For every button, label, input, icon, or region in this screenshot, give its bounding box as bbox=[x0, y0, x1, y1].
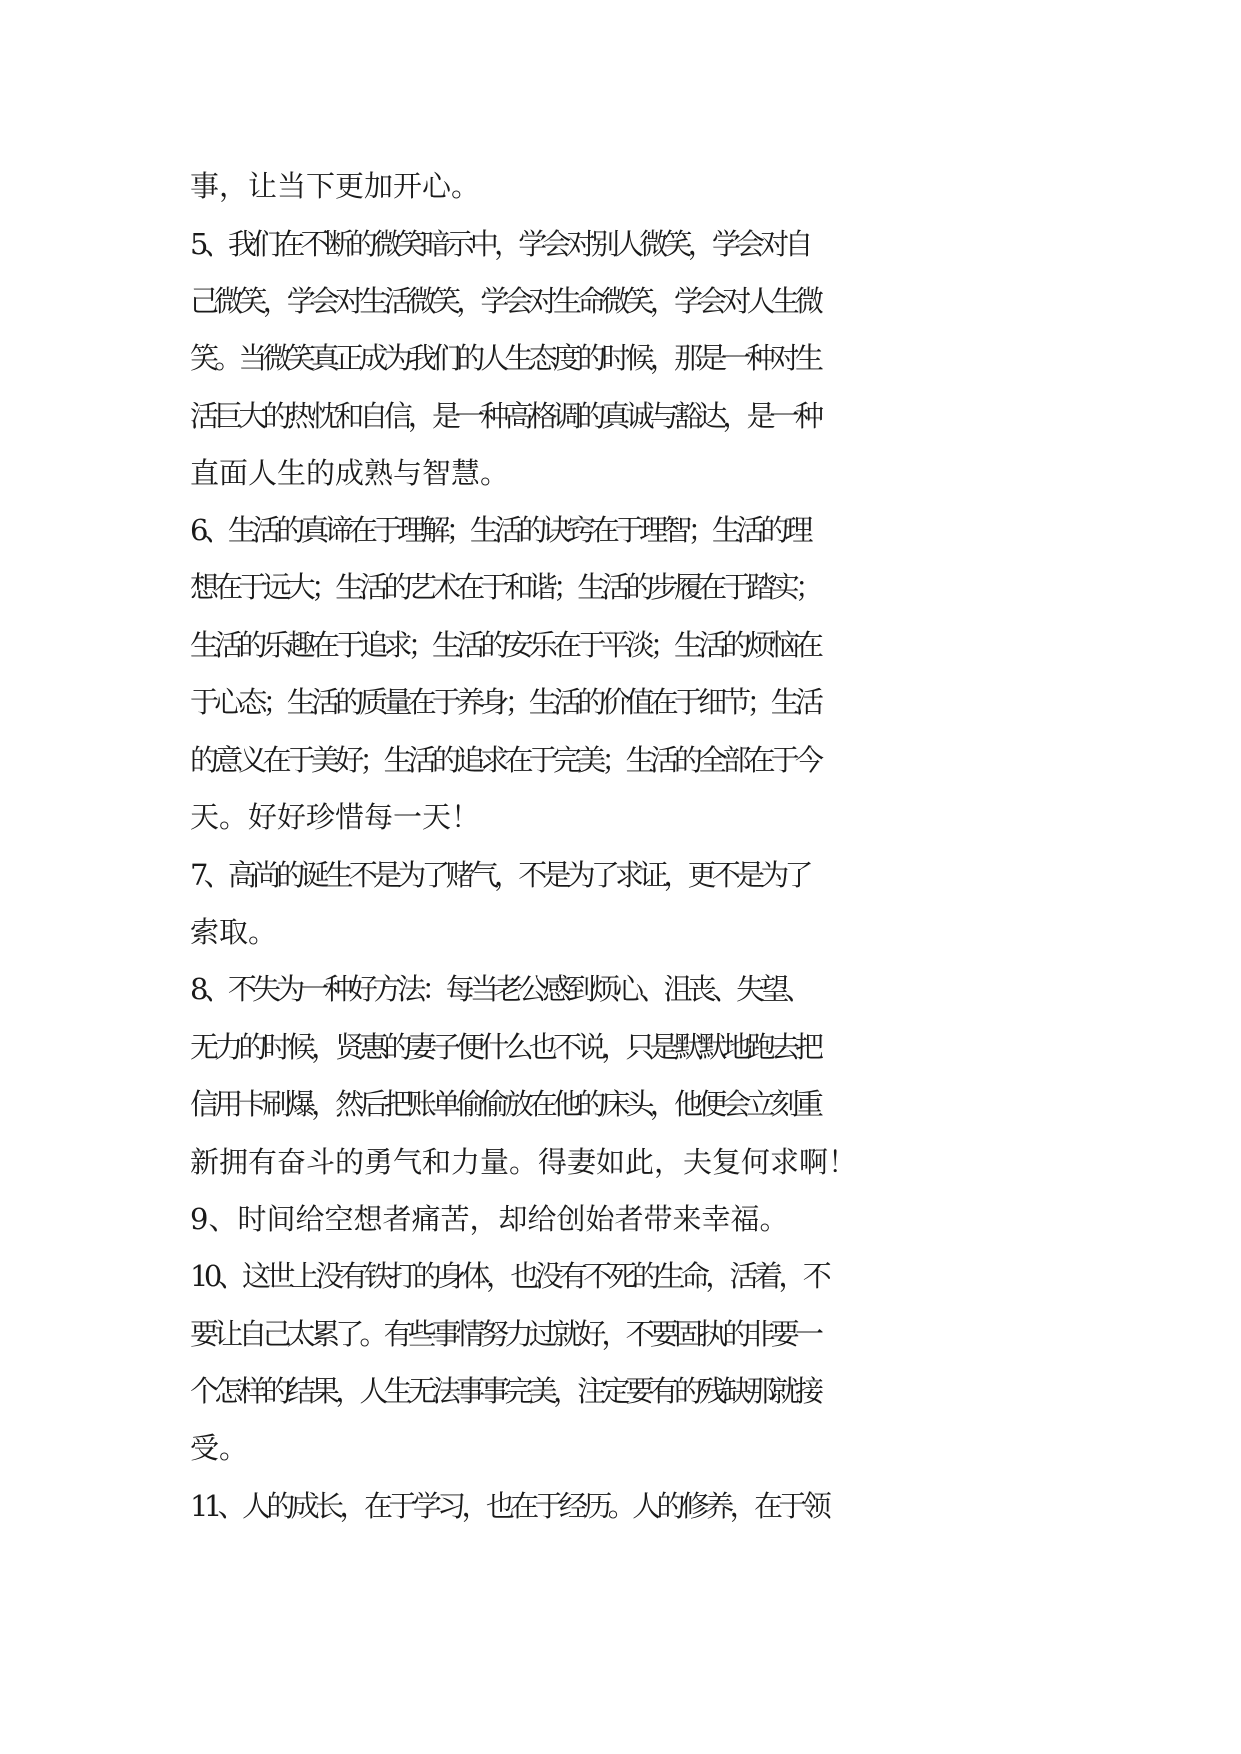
text-line: 11、人的成长，在于学习，也在于经历。人的修养，在于领 bbox=[190, 1489, 828, 1523]
text-line: 5、我们在不断的微笑暗示中，学会对别人微笑，学会对自 bbox=[190, 227, 809, 261]
text-line: 想在于远大；生活的艺术在于和谐；生活的步履在于踏实； bbox=[190, 570, 820, 604]
text-line: 9、时间给空想者痛苦，却给创始者带来幸福。 bbox=[190, 1202, 789, 1236]
text-line: 于心态；生活的质量在于养身；生活的价值在于细节；生活 bbox=[190, 685, 820, 719]
text-line: 生活的乐趣在于追求；生活的安乐在于平淡；生活的烦恼在 bbox=[190, 628, 820, 662]
text-line: 天。好好珍惜每一天！ bbox=[190, 800, 481, 834]
text-line: 信用卡刷爆，然后把账单偷偷放在他的床头，他便会立刻重 bbox=[190, 1087, 820, 1121]
text-line: 无力的时候，贤惠的妻子便什么也不说，只是默默地跑去把 bbox=[190, 1030, 820, 1064]
text-line: 己微笑，学会对生活微笑，学会对生命微笑，学会对人生微 bbox=[190, 284, 820, 318]
text-line: 索取。 bbox=[190, 915, 278, 949]
text-line: 7、高尚的诞生不是为了赌气，不是为了求证，更不是为了 bbox=[190, 858, 809, 892]
text-line: 事，让当下更加开心。 bbox=[190, 169, 481, 203]
text-line: 新拥有奋斗的勇气和力量。得妻如此，夫复何求啊！ bbox=[190, 1145, 858, 1179]
text-line: 个怎样的结果，人生无法事事完美，注定要有的残缺那就接 bbox=[190, 1374, 820, 1408]
text-line: 6、生活的真谛在于理解；生活的诀窍在于理智；生活的理 bbox=[190, 513, 809, 547]
text-line: 10、这世上没有铁打的身体，也没有不死的生命，活着，不 bbox=[190, 1259, 828, 1293]
text-line: 8、不失为一种好方法：每当老公感到烦心、沮丧、失望、 bbox=[190, 972, 809, 1006]
text-line: 受。 bbox=[190, 1431, 249, 1465]
text-line: 直面人生的成熟与智慧。 bbox=[190, 456, 510, 490]
text-line: 活巨大的热忱和自信，是一种高格调的真诚与豁达，是一种 bbox=[190, 399, 820, 433]
text-line: 的意义在于美好；生活的追求在于完美；生活的全部在于今 bbox=[190, 743, 820, 777]
text-line: 笑。当微笑真正成为我们的人生态度的时候，那是一种对生 bbox=[190, 341, 820, 375]
text-line: 要让自己太累了。有些事情努力过就好，不要固执的非要一 bbox=[190, 1317, 820, 1351]
